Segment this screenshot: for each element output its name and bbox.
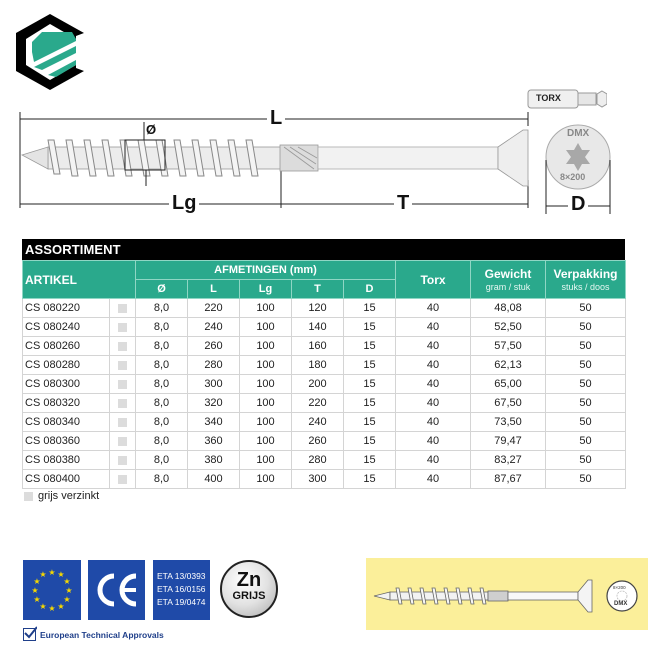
- cell-packaging: 50: [546, 394, 626, 413]
- cell-weight: 65,00: [471, 375, 546, 394]
- header-head-diameter: D: [344, 280, 396, 299]
- cell-torx: 40: [396, 356, 471, 375]
- header-verpakking: [546, 261, 626, 299]
- finish-swatch-icon: [118, 304, 127, 313]
- dimension-label-D: D: [571, 193, 586, 215]
- cell-length: 400: [188, 470, 240, 489]
- cell-weight: 79,47: [471, 432, 546, 451]
- cell-shank-length: 160: [292, 337, 344, 356]
- header-verpakking-label: Verpakking: [553, 267, 618, 281]
- finish-swatch-icon: [118, 399, 127, 408]
- cell-finish: [110, 337, 136, 356]
- cell-diameter: 8,0: [136, 299, 188, 318]
- cell-head-diameter: 15: [344, 337, 396, 356]
- cell-thread-length: 100: [240, 356, 292, 375]
- cell-length: 260: [188, 337, 240, 356]
- cell-finish: [110, 451, 136, 470]
- cell-head-diameter: 15: [344, 394, 396, 413]
- cell-torx: 40: [396, 413, 471, 432]
- cell-length: 380: [188, 451, 240, 470]
- cell-packaging: 50: [546, 318, 626, 337]
- cell-code: CS 080360: [23, 432, 110, 451]
- cell-packaging: 50: [546, 451, 626, 470]
- svg-text:★: ★: [57, 570, 65, 579]
- table-row: [23, 470, 626, 489]
- finish-swatch-icon: [118, 418, 127, 427]
- cell-packaging: 50: [546, 356, 626, 375]
- cell-packaging: 50: [546, 470, 626, 489]
- table-title: ASSORTIMENT: [22, 239, 625, 260]
- cell-weight: 83,27: [471, 451, 546, 470]
- cell-diameter: 8,0: [136, 451, 188, 470]
- finish-swatch-icon: [118, 456, 127, 465]
- cell-diameter: 8,0: [136, 337, 188, 356]
- table-row: [23, 451, 626, 470]
- cell-head-diameter: 15: [344, 318, 396, 337]
- svg-text:★: ★: [48, 604, 56, 613]
- cell-code: CS 080280: [23, 356, 110, 375]
- eta-approval-note: [23, 628, 164, 641]
- checkmark-icon: [23, 628, 36, 641]
- header-gewicht: [471, 261, 546, 299]
- svg-text:★: ★: [48, 568, 56, 577]
- brand-logo-icon: [12, 12, 88, 92]
- cell-thread-length: 100: [240, 299, 292, 318]
- cell-head-diameter: 15: [344, 356, 396, 375]
- cell-finish: [110, 432, 136, 451]
- dimension-label-L: L: [267, 108, 285, 128]
- screw-head-top-view: [540, 110, 620, 220]
- cell-diameter: 8,0: [136, 470, 188, 489]
- eta-numbers-badge: [153, 560, 210, 620]
- cell-length: 360: [188, 432, 240, 451]
- cell-weight: 73,50: [471, 413, 546, 432]
- cell-packaging: 50: [546, 299, 626, 318]
- header-thread-length: Lg: [240, 280, 292, 299]
- eta-line: ETA 13/0393: [157, 571, 206, 581]
- eta-line: ETA 16/0156: [157, 584, 206, 594]
- table-row: [23, 299, 626, 318]
- cell-shank-length: 140: [292, 318, 344, 337]
- cell-head-diameter: 15: [344, 470, 396, 489]
- cell-weight: 52,50: [471, 318, 546, 337]
- dimension-label-T: T: [394, 193, 412, 213]
- cell-shank-length: 180: [292, 356, 344, 375]
- eu-flag-icon: [23, 560, 81, 620]
- svg-text:★: ★: [39, 570, 47, 579]
- certification-badges: [23, 560, 283, 645]
- cell-packaging: 50: [546, 337, 626, 356]
- cell-head-diameter: 15: [344, 375, 396, 394]
- finish-swatch-icon: [118, 475, 127, 484]
- svg-text:★: ★: [63, 595, 71, 604]
- cell-finish: [110, 356, 136, 375]
- svg-text:★: ★: [33, 595, 41, 604]
- finish-swatch-icon: [118, 323, 127, 332]
- cell-diameter: 8,0: [136, 394, 188, 413]
- header-length: L: [188, 280, 240, 299]
- cell-thread-length: 100: [240, 413, 292, 432]
- finish-swatch-icon: [118, 437, 127, 446]
- cell-torx: 40: [396, 318, 471, 337]
- cell-torx: 40: [396, 432, 471, 451]
- cell-code: CS 080320: [23, 394, 110, 413]
- finish-swatch-icon: [118, 380, 127, 389]
- finish-swatch-icon: [24, 492, 33, 501]
- cell-code: CS 080260: [23, 337, 110, 356]
- torx-bit-label: TORX: [536, 93, 561, 103]
- cell-shank-length: 220: [292, 394, 344, 413]
- cell-shank-length: 200: [292, 375, 344, 394]
- cell-finish: [110, 299, 136, 318]
- cell-code: CS 080340: [23, 413, 110, 432]
- cell-length: 240: [188, 318, 240, 337]
- cell-code: CS 080220: [23, 299, 110, 318]
- svg-text:★: ★: [65, 586, 73, 595]
- screw-thumbnail-panel: [366, 558, 648, 630]
- cell-head-diameter: 15: [344, 299, 396, 318]
- cell-diameter: 8,0: [136, 318, 188, 337]
- header-verpakking-unit: stuks / doos: [561, 282, 610, 292]
- thumbnail-head-marking-top: 8×200: [613, 585, 626, 590]
- zinc-coating-badge: [220, 560, 278, 618]
- finish-swatch-icon: [118, 342, 127, 351]
- cell-shank-length: 120: [292, 299, 344, 318]
- cell-thread-length: 100: [240, 470, 292, 489]
- head-marking-bottom: 8×200: [560, 172, 586, 182]
- cell-weight: 62,13: [471, 356, 546, 375]
- cell-finish: [110, 375, 136, 394]
- torx-bit-illustration: [527, 87, 607, 111]
- cell-weight: 67,50: [471, 394, 546, 413]
- head-marking-top: DMX: [567, 128, 590, 139]
- cell-length: 220: [188, 299, 240, 318]
- table-row: [23, 337, 626, 356]
- cell-torx: 40: [396, 375, 471, 394]
- cell-diameter: 8,0: [136, 375, 188, 394]
- cell-weight: 87,67: [471, 470, 546, 489]
- cell-torx: 40: [396, 451, 471, 470]
- cell-torx: 40: [396, 299, 471, 318]
- legend-label: grijs verzinkt: [38, 490, 100, 502]
- cell-torx: 40: [396, 337, 471, 356]
- svg-text:★: ★: [57, 602, 65, 611]
- cell-shank-length: 240: [292, 413, 344, 432]
- cell-packaging: 50: [546, 375, 626, 394]
- header-torx: Torx: [396, 261, 471, 299]
- cell-length: 320: [188, 394, 240, 413]
- cell-thread-length: 100: [240, 451, 292, 470]
- cell-thread-length: 100: [240, 318, 292, 337]
- cell-weight: 57,50: [471, 337, 546, 356]
- cell-shank-length: 260: [292, 432, 344, 451]
- cell-finish: [110, 413, 136, 432]
- header-shank-length: T: [292, 280, 344, 299]
- cell-packaging: 50: [546, 413, 626, 432]
- cell-head-diameter: 15: [344, 413, 396, 432]
- header-gewicht-label: Gewicht: [484, 267, 532, 281]
- zn-label: Zn: [236, 569, 262, 591]
- cell-diameter: 8,0: [136, 432, 188, 451]
- cell-code: CS 080300: [23, 375, 110, 394]
- header-gewicht-unit: gram / stuk: [485, 282, 531, 292]
- screw-technical-drawing: [18, 100, 533, 220]
- cell-torx: 40: [396, 394, 471, 413]
- eta-approval-label: European Technical Approvals: [40, 629, 164, 640]
- cell-length: 280: [188, 356, 240, 375]
- cell-head-diameter: 15: [344, 451, 396, 470]
- cell-diameter: 8,0: [136, 356, 188, 375]
- cell-thread-length: 100: [240, 375, 292, 394]
- thumbnail-head-marking-bottom: DMX: [614, 601, 628, 607]
- cell-torx: 40: [396, 470, 471, 489]
- table-row: [23, 375, 626, 394]
- header-afmetingen: AFMETINGEN (mm): [136, 261, 396, 280]
- cell-code: CS 080380: [23, 451, 110, 470]
- cell-weight: 48,08: [471, 299, 546, 318]
- finish-legend: [24, 490, 99, 502]
- svg-text:★: ★: [63, 577, 71, 586]
- cell-shank-length: 280: [292, 451, 344, 470]
- table-row: [23, 318, 626, 337]
- cell-length: 340: [188, 413, 240, 432]
- cell-thread-length: 100: [240, 432, 292, 451]
- cell-shank-length: 300: [292, 470, 344, 489]
- ce-mark-icon: [88, 560, 145, 620]
- svg-text:★: ★: [39, 602, 47, 611]
- cell-code: CS 080400: [23, 470, 110, 489]
- cell-length: 300: [188, 375, 240, 394]
- cell-head-diameter: 15: [344, 432, 396, 451]
- screw-thumbnail-icon: [366, 558, 648, 630]
- header-artikel: ARTIKEL: [23, 261, 136, 299]
- svg-text:★: ★: [33, 577, 41, 586]
- dimension-label-Lg: Lg: [169, 193, 199, 213]
- finish-swatch-icon: [118, 361, 127, 370]
- table-row: [23, 356, 626, 375]
- eta-line: ETA 19/0474: [157, 597, 206, 607]
- assortment-table: [22, 239, 625, 489]
- zn-finish-label: GRIJS: [232, 590, 266, 602]
- table-row: [23, 394, 626, 413]
- cell-code: CS 080240: [23, 318, 110, 337]
- cell-thread-length: 100: [240, 337, 292, 356]
- cell-diameter: 8,0: [136, 413, 188, 432]
- svg-text:★: ★: [31, 586, 39, 595]
- dimension-label-diameter: Ø: [146, 122, 157, 137]
- cell-finish: [110, 470, 136, 489]
- table-row: [23, 413, 626, 432]
- table-row: [23, 432, 626, 451]
- cell-finish: [110, 394, 136, 413]
- cell-finish: [110, 318, 136, 337]
- cell-thread-length: 100: [240, 394, 292, 413]
- header-diameter: Ø: [136, 280, 188, 299]
- cell-packaging: 50: [546, 432, 626, 451]
